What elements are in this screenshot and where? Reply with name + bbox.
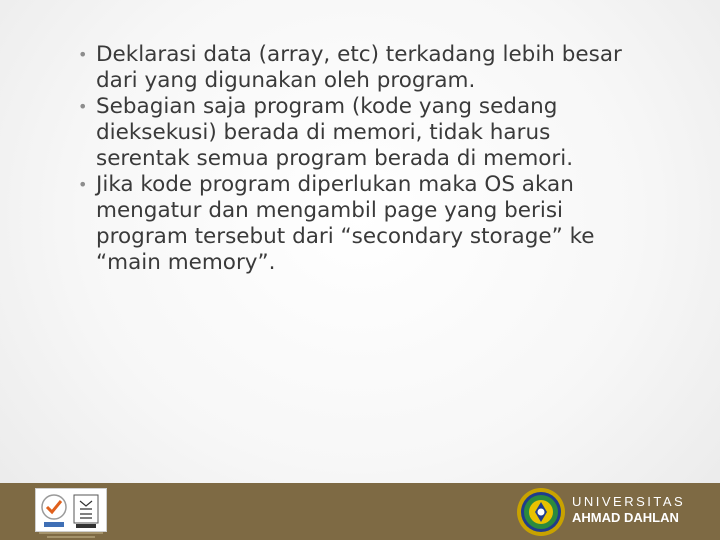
bullet-text-line: dieksekusi) berada di memori, tidak harus [96, 120, 551, 145]
bullet-text-line: Sebagian saja program (kode yang sedang [96, 94, 558, 119]
university-label: UNIVERSITAS [572, 494, 686, 509]
bullet-text-line: “main memory”. [96, 250, 276, 275]
certification-logos [35, 488, 107, 532]
slide-body [78, 42, 678, 276]
bullet-marker: • [78, 45, 88, 64]
bullet-text-line: Deklarasi data (array, etc) terkadang lebih besar [96, 42, 622, 67]
university-logo-icon [516, 487, 566, 537]
bullet-item [78, 42, 678, 94]
bullet-text-line: mengatur dan mengambil page yang berisi [96, 198, 564, 223]
bullet-item [78, 94, 678, 172]
bullet-text-line: Jika kode program diperlukan maka OS akan [96, 172, 574, 197]
bullet-item [78, 172, 678, 276]
bullet-marker: • [78, 175, 88, 194]
certification-badge-icon [36, 489, 106, 531]
certification-fine-print [33, 531, 109, 539]
bullet-marker: • [78, 97, 88, 116]
university-name [572, 494, 685, 526]
bullet-text-line: program tersebut dari “secondary storage” ke [96, 224, 595, 249]
university-name-label: AHMAD DAHLAN [572, 510, 679, 525]
bullet-text-line: serentak semua program berada di memori. [96, 146, 574, 171]
bullet-text-line: dari yang digunakan oleh program. [96, 68, 476, 93]
